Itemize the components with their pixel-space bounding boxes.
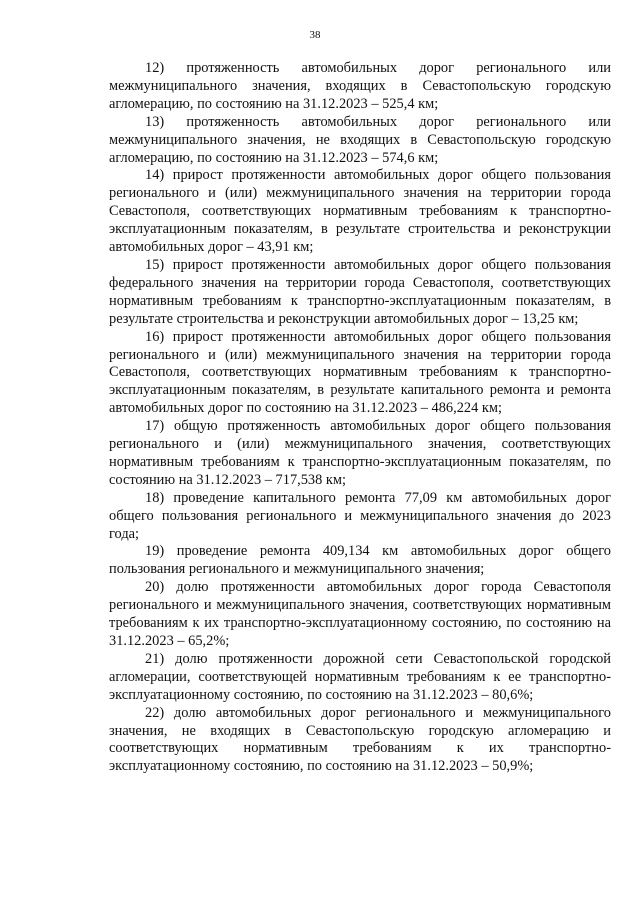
list-item-19: 19) проведение ремонта 409,134 км автомобильных дорог общего пользования регионального и межмуниципального значения; bbox=[109, 543, 611, 578]
list-item-16: 16) прирост протяженности автомобильных дорог общего пользования регионального и (или) межмуниципального значения на территории города Севастополя, соответствующих нормативным требованиям к транспортно-эксплуатационным показателям, в результате капитального ремонта и ремонта автомобильных дорог по состоянию на 31.12.2023 – 486,224 км; bbox=[109, 328, 611, 417]
list-item-18: 18) проведение капитального ремонта 77,09 км автомобильных дорог общего пользования регионального и межмуниципального значения до 2023 года; bbox=[109, 489, 611, 542]
page-number: 38 bbox=[309, 29, 321, 41]
list-item-17: 17) общую протяженность автомобильных дорог общего пользования регионального и (или) межмуниципального значения, соответствующих нормативным требованиям к транспортно-эксплуатационным показателям, по состоянию на 31.12.2023 – 717,538 км; bbox=[109, 418, 611, 488]
list-item-13: 13) протяженность автомобильных дорог регионального или межмуниципального значения, не входящих в Севастопольскую городскую агломерацию, по состоянию на 31.12.2023 – 574,6 км; bbox=[109, 113, 611, 166]
list-item-15: 15) прирост протяженности автомобильных дорог общего пользования федерального значения на территории города Севастополя, соответствующих нормативным требованиям к транспортно-эксплуатационным показателям, в результате строительства и реконструкции автомобильных дорог – 13,25 км; bbox=[109, 256, 611, 327]
document-body bbox=[109, 60, 611, 776]
list-item-21: 21) долю протяженности дорожной сети Севастопольской городской агломерации, соответствующей нормативным требованиям к ее транспортно-эксплуатационному состоянию, по состоянию на 31.12.2023 – 80,6%; bbox=[109, 650, 611, 703]
list-item-22: 22) долю автомобильных дорог регионального и межмуниципального значения, не входящих в Севастопольскую городскую агломерацию и соответствующих нормативным требованиям к их транспортно-эксплуатационному состоянию, по состоянию на 31.12.2023 – 50,9%; bbox=[109, 704, 611, 775]
list-item-14: 14) прирост протяженности автомобильных дорог общего пользования регионального и (или) межмуниципального значения на территории города Севастополя, соответствующих нормативным требованиям к транспортно-эксплуатационным показателям, в результате строительства и реконструкции автомобильных дорог – 43,91 км; bbox=[109, 167, 611, 256]
list-item-20: 20) долю протяженности автомобильных дорог города Севастополя регионального и межмуниципального значения, соответствующих нормативным требованиям к их транспортно-эксплуатационному состоянию, по состоянию на 31.12.2023 – 65,2%; bbox=[109, 579, 611, 649]
list-item-12: 12) протяженность автомобильных дорог регионального или межмуниципального значения, входящих в Севастопольскую городскую агломерацию, по состоянию на 31.12.2023 – 525,4 км; bbox=[109, 60, 611, 112]
